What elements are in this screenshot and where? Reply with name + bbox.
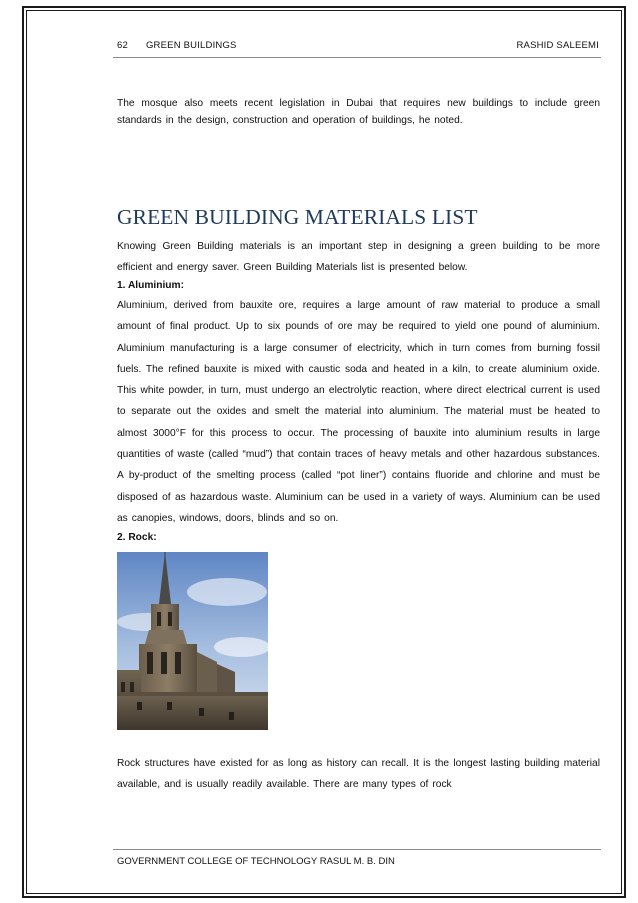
intro-paragraph: The mosque also meets recent legislation in Dubai that requires new buildings to include green standards in the design, construction and operation of buildings, he noted. <box>117 98 600 126</box>
aluminium-heading: 1. Aluminium: <box>117 280 184 291</box>
page-number: 62 <box>117 40 128 51</box>
section-title: GREEN BUILDING MATERIALS LIST <box>117 205 478 229</box>
header-rule <box>113 57 601 58</box>
header-section: GREEN BUILDINGS <box>145 40 237 51</box>
rock-heading: 2. Rock: <box>117 532 157 543</box>
page-footer: GOVERNMENT COLLEGE OF TECHNOLOGY RASUL M. B. DIN <box>117 856 395 867</box>
rock-building-photo <box>117 552 268 730</box>
aluminium-paragraph: Aluminium, derived from bauxite ore, requires a large amount of raw material to produce a small amount of final product. Up to six pounds of ore may be required to yield one pound of aluminium. Aluminium manufacturing is a large consumer of electricity, which in turn comes from burning fossil fuels. The refined bauxite is mixed with caustic soda and heated in a kiln, to create aluminium oxide. This white powder, in turn, must undergo an electrolytic reaction, where direct electrical current is used to separate out the oxides and smelt the material into aluminium. The material must be heated to almost 3000°F for this process to occur. The processing of bauxite into aluminium results in large quantities of waste (called “mud”) that contain traces of heavy metals and other hazardous substances. A by-product of the smelting process (called “pot liner”) contains fluoride and chlorine and must be disposed of as hazardous waste. Aluminium can be used in a variety of ways. Aluminium can be used as canopies, windows, doors, blinds and so on. <box>117 300 600 524</box>
footer-rule <box>113 849 601 850</box>
page-header <box>117 40 599 51</box>
photo-illustration <box>117 552 268 730</box>
rock-paragraph: Rock structures have existed for as long as history can recall. It is the longest lasting building material available, and is usually readily available. There are many types of rock <box>117 758 600 791</box>
header-left <box>117 40 237 51</box>
knowing-paragraph: Knowing Green Building materials is an important step in designing a green building to be more efficient and energy saver. Green Building Materials list is presented below. <box>117 241 600 274</box>
header-author: RASHID SALEEMI <box>516 40 599 51</box>
